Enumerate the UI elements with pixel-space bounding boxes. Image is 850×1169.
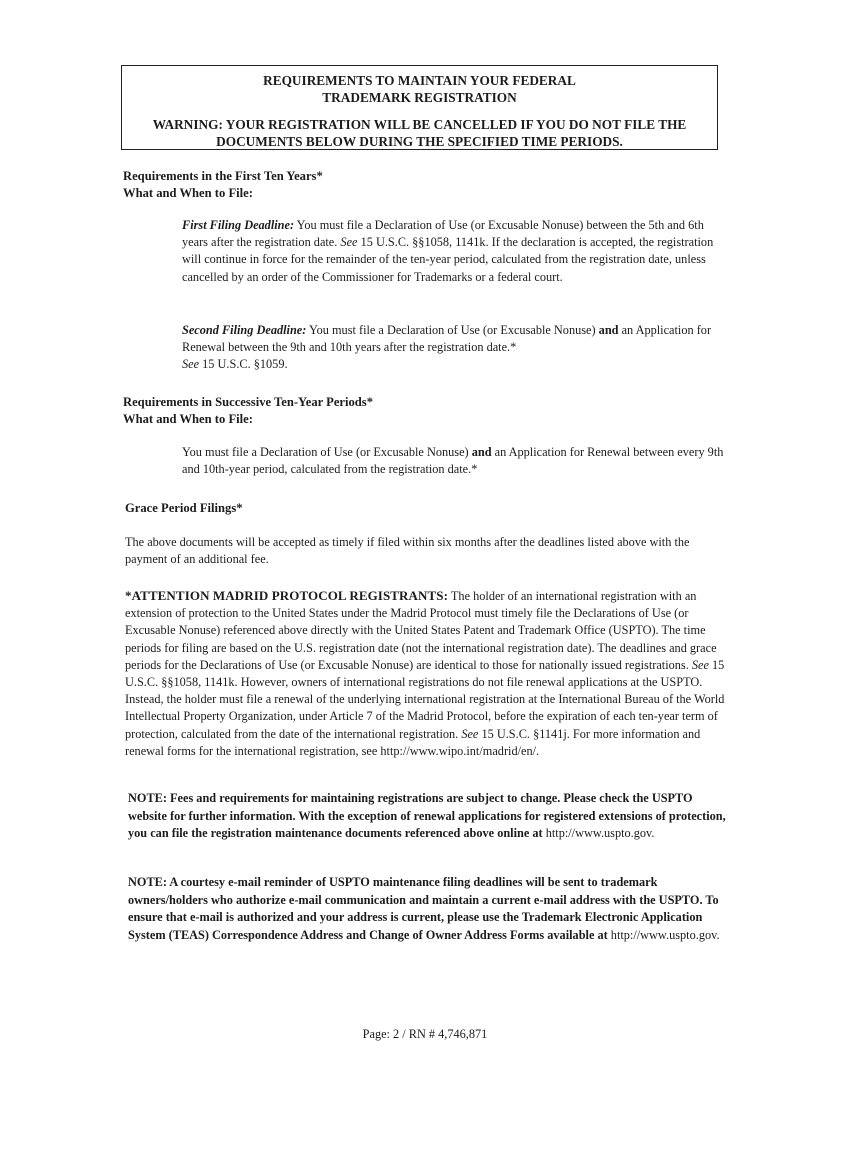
first-filing-deadline-see: See [340,235,358,250]
second-filing-deadline-text-c: 15 U.S.C. §1059. [199,357,288,372]
note-email-paragraph [128,874,733,944]
second-filing-deadline-text-a: You must file a Declaration of Use (or Excusable Nonuse) [306,323,599,337]
madrid-protocol-paragraph [125,587,731,760]
successive-periods-text-b: an Application for Renewal between every 9th and 10th-year period, calculated from the registration date.* [182,445,724,477]
madrid-text-b: 15 U.S.C. §§1058, 1141k. However, owners of international registrations do not file renewal applications at the USPTO. Instead, the holder must file a renewal of the underlying international registration at the International Bureau of the World Intellectual Property Organization, under Article 7 of the Madrid Protocol, before the expiration of each ten-year term of protection, calculated from the date of the international registration. [125,657,725,741]
madrid-see-2: See [461,726,479,741]
first-filing-deadline-text-a: You must file a Declaration of Use (or Excusable Nonuse) between the 5th and 6th years after the registration date. [182,218,704,250]
second-filing-deadline-label: Second Filing Deadline: [182,323,307,337]
note-fees-url: http://www.uspto.gov. [545,826,655,840]
madrid-text-c: 15 U.S.C. §1141j. For more information and renewal forms for the international registration, see http://www.wipo.int/madrid/en/. [125,726,701,758]
grace-period-paragraph: The above documents will be accepted as timely if filed within six months after the deadlines listed above with the payment of an additional fee. [125,535,690,567]
note-fees-paragraph [128,790,733,843]
first-filing-deadline-text-b: 15 U.S.C. §§1058, 1141k. If the declaration is accepted, the registration will continue in force for the remainder of the ten-year period, calculated from the registration date, unless cancelled by an order of the Commissioner for Trademarks or a federal court. [182,235,714,284]
successive-periods-heading-line1: Requirements in Successive Ten-Year Periods* [123,395,374,409]
note-email-url: http://www.uspto.gov. [610,927,720,942]
first-filing-deadline-paragraph [182,217,727,286]
second-filing-deadline-text-b: an Application for Renewal between the 9th and 10th years after the registration date.* [182,323,712,355]
madrid-text-a: The holder of an international registration with an extension of protection to the United States under the Madrid Protocol must timely file the Declarations of Use (or Excusable Nonuse) referenced above directly with the United States Patent and Trademark Office (USPTO). The time periods for filing are based on the U.S. registration date (not the international registration date). The deadlines and grace periods for the Declarations of Use (or Excusable Nonuse) are identical to those for nationally issued registrations. [125,589,717,672]
madrid-see-1: See [691,657,709,672]
note-email-text: NOTE: A courtesy e-mail reminder of USPTO maintenance filing deadlines will be sent to trademark owners/holders who authorize e-mail communication and maintain a current e-mail address with the USPTO. To ensure that e-mail is authorized and your address is current, please use the Trademark Electronic Application System (TEAS) Correspondence Address and Change of Owner Address Forms available at [128,875,719,942]
header-warning-line1: WARNING: YOUR REGISTRATION WILL BE CANCELLED IF YOU DO NOT FILE THE [152,117,687,132]
header-title [122,72,717,106]
second-filing-deadline-see: See [182,357,200,372]
first-ten-years-heading-line2: What and When to File: [123,186,253,200]
successive-periods-heading-line2: What and When to File: [123,412,253,426]
header-warning [122,116,717,150]
madrid-protocol-title: *ATTENTION MADRID PROTOCOL REGISTRANTS: [125,588,449,603]
first-filing-deadline-label: First Filing Deadline: [182,218,295,232]
first-ten-years-heading-line1: Requirements in the First Ten Years* [123,169,323,183]
header-title-line2: TRADEMARK REGISTRATION [322,90,517,105]
header-title-line1: REQUIREMENTS TO MAINTAIN YOUR FEDERAL [263,73,576,88]
note-fees-text: NOTE: Fees and requirements for maintaining registrations are subject to change. Please check the USPTO website for further information. With the exception of renewal applications for registered extensions of protection, you can file the registration maintenance documents referenced above online at [128,791,726,840]
successive-periods-text-a: You must file a Declaration of Use (or Excusable Nonuse) [182,445,472,459]
grace-period-heading: Grace Period Filings* [125,501,243,515]
successive-periods-heading [123,394,373,428]
page-footer: Page: 2 / RN # 4,746,871 [362,1027,488,1041]
successive-periods-paragraph [182,444,727,478]
second-filing-deadline-and: and [598,323,619,337]
second-filing-deadline-paragraph [182,322,727,374]
successive-periods-and: and [471,445,492,459]
header-box [121,65,718,150]
header-warning-line2: DOCUMENTS BELOW DURING THE SPECIFIED TIME PERIODS. [216,134,623,149]
first-ten-years-heading [123,168,323,202]
